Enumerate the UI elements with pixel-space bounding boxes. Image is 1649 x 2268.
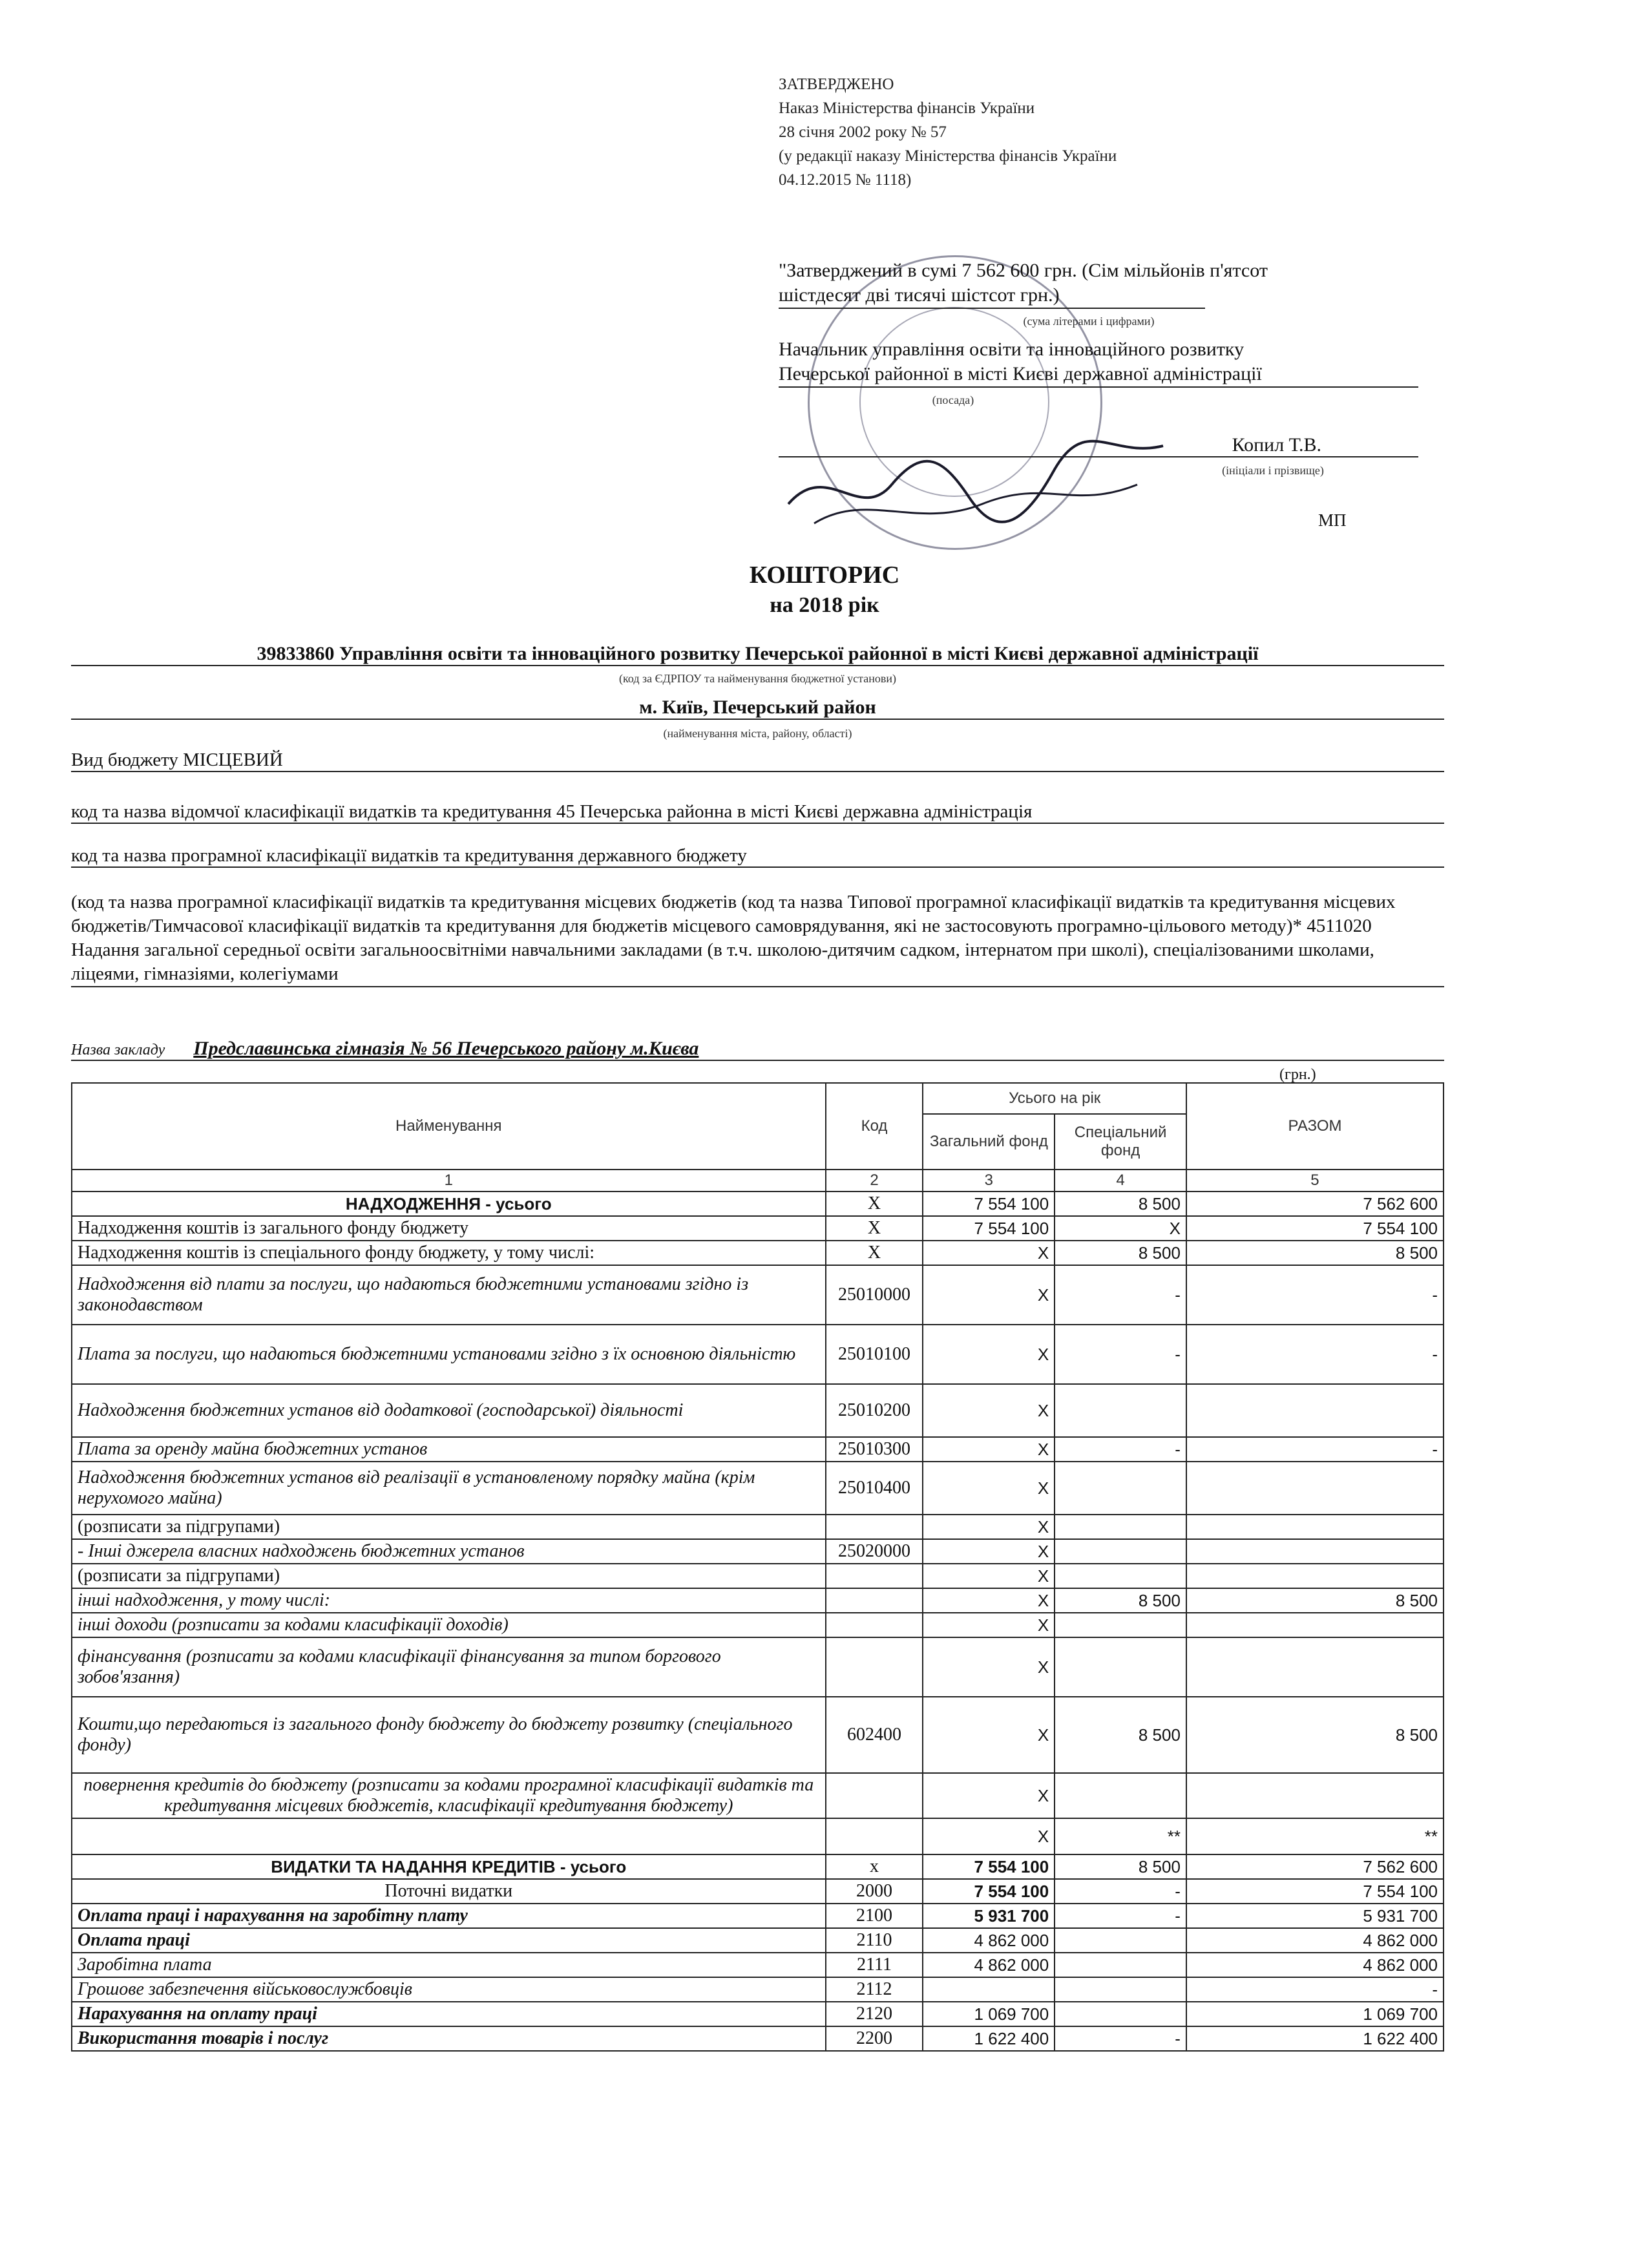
mp-mark: МП [1318, 510, 1347, 530]
row-name: Поточні видатки [72, 1879, 826, 1904]
doc-title: КОШТОРИС [749, 562, 900, 589]
row-total: - [1186, 1437, 1444, 1462]
row-special-fund [1055, 1515, 1186, 1539]
table-row [72, 1773, 1444, 1818]
table-row [72, 1854, 1444, 1879]
table-row [72, 1977, 1444, 2002]
row-general-fund: 7 554 100 [923, 1216, 1055, 1241]
row-special-fund: - [1055, 1879, 1186, 1904]
col-number: 2 [826, 1170, 923, 1192]
row-code: X [826, 1192, 923, 1216]
row-general-fund: X [923, 1265, 1055, 1325]
row-code: x [826, 1854, 923, 1879]
row-code: 25010100 [826, 1325, 923, 1384]
row-name: Надходження коштів із загального фонду бюджету [72, 1216, 826, 1241]
row-code [826, 1515, 923, 1539]
row-general-fund: 1 622 400 [923, 2026, 1055, 2051]
row-name: Плата за послуги, що надаються бюджетними установами згідно з їх основною діяльністю [72, 1325, 826, 1384]
row-name: (розписати за підгрупами) [72, 1564, 826, 1588]
row-total: 7 554 100 [1186, 1216, 1444, 1241]
signature [775, 433, 1176, 543]
row-name: Використання товарів і послуг [72, 2026, 826, 2051]
row-general-fund: X [923, 1437, 1055, 1462]
table-row [72, 2026, 1444, 2051]
table-row [72, 1265, 1444, 1325]
school-label: Назва закладу [71, 1042, 165, 1058]
approver-name: Копил Т.В. [779, 434, 1418, 457]
row-total: 7 562 600 [1186, 1192, 1444, 1216]
col-header-name: Найменування [72, 1083, 826, 1170]
row-name: Надходження бюджетних установ від реалізації в установленому порядку майна (крім нерухомого майна) [72, 1462, 826, 1515]
row-special-fund [1055, 2002, 1186, 2026]
row-total [1186, 1613, 1444, 1637]
row-name: ВИДАТКИ ТА НАДАННЯ КРЕДИТІВ - усього [72, 1854, 826, 1879]
approval-line: 04.12.2015 № 1118) [779, 171, 912, 189]
estimate-table-body [72, 1192, 1444, 2051]
table-row [72, 1588, 1444, 1613]
table-row [72, 1539, 1444, 1564]
row-general-fund: X [923, 1462, 1055, 1515]
col-number: 3 [923, 1170, 1055, 1192]
row-total: - [1186, 1265, 1444, 1325]
row-name: Надходження бюджетних установ від додаткової (господарської) діяльності [72, 1384, 826, 1437]
row-general-fund: X [923, 1564, 1055, 1588]
row-general-fund: X [923, 1384, 1055, 1437]
row-total: 7 562 600 [1186, 1854, 1444, 1879]
row-total: 1 069 700 [1186, 2002, 1444, 2026]
row-special-fund [1055, 1637, 1186, 1697]
col-header-total: РАЗОМ [1186, 1083, 1444, 1170]
school-name: Предславинська гімназія № 56 Печерського району м.Києва [193, 1038, 699, 1059]
row-special-fund [1055, 1977, 1186, 2002]
row-code: 2110 [826, 1928, 923, 1953]
row-special-fund [1055, 1928, 1186, 1953]
row-total [1186, 1637, 1444, 1697]
row-name: Грошове забезпечення військовослужбовців [72, 1977, 826, 2002]
row-total [1186, 1564, 1444, 1588]
dept-classification: код та назва відомчої класифікації видатків та кредитування 45 Печерська районна в місті Києві державна адміністрація [71, 801, 1444, 824]
row-code [826, 1588, 923, 1613]
table-row [72, 1462, 1444, 1515]
city-note: (найменування міста, району, області) [663, 727, 852, 740]
table-row [72, 1697, 1444, 1773]
row-code: 25010400 [826, 1462, 923, 1515]
row-name: повернення кредитів до бюджету (розписати за кодами програмної класифікації видатків та кредитування місцевих бюджетів, класифікації кредитування бюджету) [72, 1773, 826, 1818]
table-row [72, 1241, 1444, 1265]
row-code: 602400 [826, 1697, 923, 1773]
row-total [1186, 1539, 1444, 1564]
row-total: 4 862 000 [1186, 1953, 1444, 1977]
table-row [72, 1216, 1444, 1241]
table-row [72, 1613, 1444, 1637]
table-row [72, 1904, 1444, 1928]
row-special-fund: 8 500 [1055, 1697, 1186, 1773]
row-general-fund: 5 931 700 [923, 1904, 1055, 1928]
row-total [1186, 1462, 1444, 1515]
row-special-fund [1055, 1953, 1186, 1977]
approved-sum-note: (сума літерами і цифрами) [1023, 315, 1155, 328]
row-name [72, 1818, 826, 1854]
row-total [1186, 1384, 1444, 1437]
currency-note: (грн.) [1279, 1066, 1316, 1083]
row-name: фінансування (розписати за кодами класифікації фінансування за типом боргового зобов'язання) [72, 1637, 826, 1697]
table-row [72, 1818, 1444, 1854]
row-code: X [826, 1216, 923, 1241]
table-row [72, 1953, 1444, 1977]
institution-note: (код за ЄДРПОУ та найменування бюджетної установи) [619, 672, 896, 685]
col-header-special: Спеціальний фонд [1055, 1114, 1186, 1170]
row-special-fund: 8 500 [1055, 1241, 1186, 1265]
row-general-fund: 7 554 100 [923, 1879, 1055, 1904]
approved-sum-line: "Затверджений в сумі 7 562 600 грн. (Сім мільйонів п'ятсот [779, 260, 1268, 281]
row-special-fund [1055, 1773, 1186, 1818]
row-general-fund: X [923, 1613, 1055, 1637]
row-special-fund [1055, 1564, 1186, 1588]
row-general-fund: X [923, 1241, 1055, 1265]
approval-line: ЗАТВЕРДЖЕНО [779, 76, 894, 93]
table-row [72, 1637, 1444, 1697]
table-row [72, 1325, 1444, 1384]
approved-position: Печерської районної в місті Києві державної адміністрації [779, 362, 1418, 388]
row-general-fund: 4 862 000 [923, 1953, 1055, 1977]
row-code [826, 1773, 923, 1818]
row-name: Нарахування на оплату праці [72, 2002, 826, 2026]
row-total: 8 500 [1186, 1588, 1444, 1613]
row-total [1186, 1515, 1444, 1539]
row-total: - [1186, 1977, 1444, 2002]
row-general-fund: X [923, 1515, 1055, 1539]
row-code: 2120 [826, 2002, 923, 2026]
row-special-fund: - [1055, 2026, 1186, 2051]
estimate-table [71, 1082, 1444, 2052]
row-special-fund: X [1055, 1216, 1186, 1241]
row-total: - [1186, 1325, 1444, 1384]
row-special-fund: - [1055, 1904, 1186, 1928]
local-classification: (код та назва програмної класифікації видатків та кредитування місцевих бюджетів (код та назва Типової програмної класифікації видатків та кредитування місцевих бюджетів/Тимчасової класифікації видатків та кредитування для бюджетів місцевого самоврядування, які не застосовують програмно-цільового методу)* 4511020 Надання загальної середньої освіти загальноосвітніми навчальними закладами (в т.ч. школою-дитячим садком, інтернатом при школі), спеціалізованими школами, ліцеями, гімназіями, колегіумами [71, 890, 1444, 987]
row-special-fund [1055, 1384, 1186, 1437]
row-code: 25010000 [826, 1265, 923, 1325]
row-general-fund: X [923, 1539, 1055, 1564]
row-name: інші доходи (розписати за кодами класифікації доходів) [72, 1613, 826, 1637]
row-special-fund: 8 500 [1055, 1192, 1186, 1216]
row-general-fund: X [923, 1637, 1055, 1697]
approval-line: 28 січня 2002 року № 57 [779, 123, 947, 141]
col-header-code: Код [826, 1083, 923, 1170]
row-code: 2000 [826, 1879, 923, 1904]
row-code: 2112 [826, 1977, 923, 2002]
school-row [71, 1038, 1444, 1061]
row-special-fund: ** [1055, 1818, 1186, 1854]
row-code: 25010300 [826, 1437, 923, 1462]
row-general-fund: X [923, 1325, 1055, 1384]
row-name: (розписати за підгрупами) [72, 1515, 826, 1539]
table-row [72, 1437, 1444, 1462]
row-code: 2100 [826, 1904, 923, 1928]
row-special-fund [1055, 1539, 1186, 1564]
row-total: ** [1186, 1818, 1444, 1854]
approved-position-note: (посада) [932, 394, 974, 406]
row-special-fund: - [1055, 1437, 1186, 1462]
row-name: Кошти,що передаються із загального фонду бюджету до бюджету розвитку (спеціального фонду) [72, 1697, 826, 1773]
row-name: - Інші джерела власних надходжень бюджетних установ [72, 1539, 826, 1564]
row-code [826, 1637, 923, 1697]
row-general-fund [923, 1977, 1055, 2002]
approval-line: (у редакції наказу Міністерства фінансів України [779, 147, 1117, 165]
row-total: 4 862 000 [1186, 1928, 1444, 1953]
row-code: 2111 [826, 1953, 923, 1977]
row-name: Заробітна плата [72, 1953, 826, 1977]
col-number: 1 [72, 1170, 826, 1192]
row-name: Оплата праці і нарахування на заробітну плату [72, 1904, 826, 1928]
row-general-fund: X [923, 1773, 1055, 1818]
row-general-fund: 7 554 100 [923, 1854, 1055, 1879]
row-code [826, 1613, 923, 1637]
row-general-fund: 7 554 100 [923, 1192, 1055, 1216]
row-general-fund: 1 069 700 [923, 2002, 1055, 2026]
table-row [72, 1928, 1444, 1953]
col-number: 4 [1055, 1170, 1186, 1192]
row-general-fund: X [923, 1818, 1055, 1854]
program-classification: код та назва програмної класифікації видатків та кредитування державного бюджету [71, 845, 1444, 868]
row-total: 1 622 400 [1186, 2026, 1444, 2051]
row-name: Надходження коштів із спеціального фонду бюджету, у тому числі: [72, 1241, 826, 1265]
table-row [72, 1564, 1444, 1588]
row-special-fund: 8 500 [1055, 1854, 1186, 1879]
col-header-general: Загальний фонд [923, 1114, 1055, 1170]
row-total: 7 554 100 [1186, 1879, 1444, 1904]
row-total [1186, 1773, 1444, 1818]
col-number: 5 [1186, 1170, 1444, 1192]
row-name: Надходження від плати за послуги, що надаються бюджетними установами згідно із законодавством [72, 1265, 826, 1325]
approved-sum-line: шістдесят дві тисячі шістсот грн.) [779, 283, 1205, 309]
row-total: 8 500 [1186, 1241, 1444, 1265]
table-row [72, 2002, 1444, 2026]
row-total: 8 500 [1186, 1697, 1444, 1773]
approved-block [779, 258, 1418, 412]
row-general-fund: 4 862 000 [923, 1928, 1055, 1953]
table-row [72, 1384, 1444, 1437]
table-row [72, 1879, 1444, 1904]
row-code: 25020000 [826, 1539, 923, 1564]
doc-year: на 2018 рік [770, 593, 879, 617]
budget-type: Вид бюджету МІСЦЕВИЙ [71, 750, 1444, 772]
row-total: 5 931 700 [1186, 1904, 1444, 1928]
row-name: НАДХОДЖЕННЯ - усього [72, 1192, 826, 1216]
row-name: Оплата праці [72, 1928, 826, 1953]
city: м. Київ, Печерський район [71, 697, 1444, 720]
row-code [826, 1818, 923, 1854]
table-row [72, 1515, 1444, 1539]
row-special-fund: - [1055, 1325, 1186, 1384]
row-special-fund [1055, 1462, 1186, 1515]
row-general-fund: X [923, 1697, 1055, 1773]
table-row [72, 1192, 1444, 1216]
row-special-fund: - [1055, 1265, 1186, 1325]
row-code: 25010200 [826, 1384, 923, 1437]
row-code: X [826, 1241, 923, 1265]
row-special-fund [1055, 1613, 1186, 1637]
approval-line: Наказ Міністерства фінансів України [779, 100, 1035, 117]
row-code [826, 1564, 923, 1588]
row-general-fund: X [923, 1588, 1055, 1613]
row-name: інші надходження, у тому числі: [72, 1588, 826, 1613]
approved-position: Начальник управління освіти та інноваційного розвитку [779, 339, 1245, 360]
row-name: Плата за оренду майна бюджетних установ [72, 1437, 826, 1462]
approver-name-note: (ініціали і прізвище) [1222, 464, 1324, 477]
row-special-fund: 8 500 [1055, 1588, 1186, 1613]
row-code: 2200 [826, 2026, 923, 2051]
institution: 39833860 Управління освіти та інноваційного розвитку Печерської районної в місті Києві державної адміністрації [71, 643, 1444, 666]
approval-block [779, 72, 1117, 192]
col-header-year-total: Усього на рік [923, 1083, 1186, 1114]
